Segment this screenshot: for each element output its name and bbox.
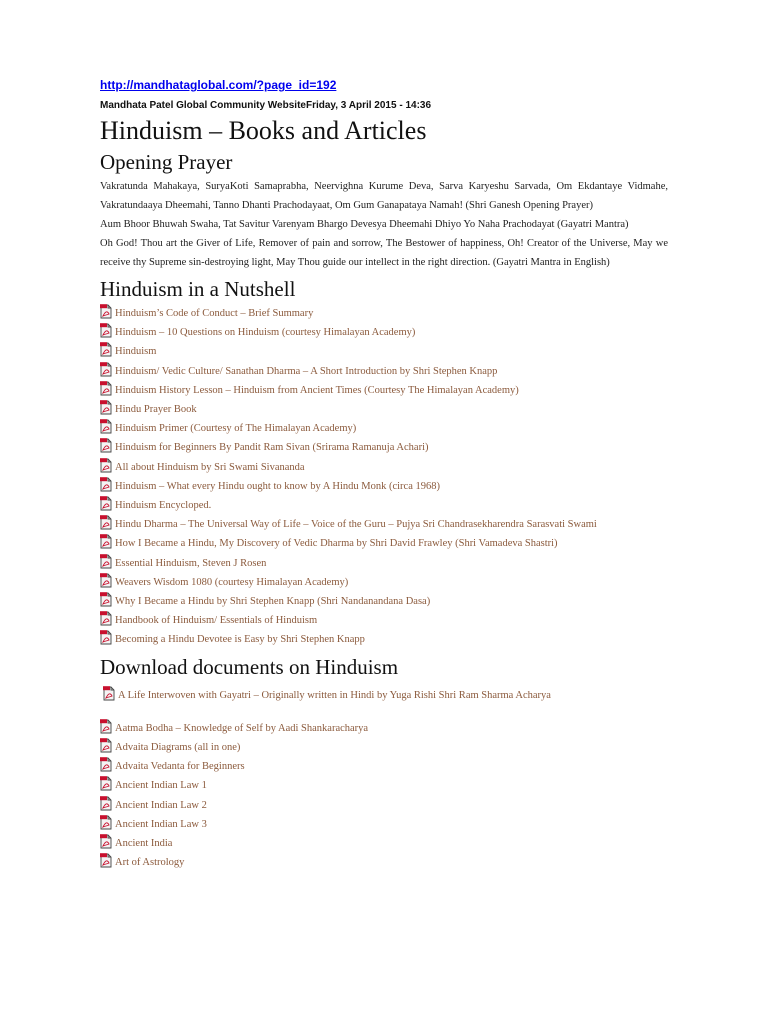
document-link-text[interactable]: Essential Hinduism, Steven J Rosen <box>115 557 267 569</box>
source-url-link[interactable]: http://mandhataglobal.com/?page_id=192 <box>100 78 337 92</box>
downloads-section <box>100 652 668 873</box>
pdf-document-icon[interactable] <box>100 323 113 338</box>
pdf-document-icon[interactable] <box>100 796 113 811</box>
document-link-text[interactable]: Hinduism Encycloped. <box>115 500 212 512</box>
document-link-item[interactable] <box>100 796 668 815</box>
nutshell-heading: Hinduism in a Nutshell <box>100 277 296 301</box>
downloads-link-list <box>100 686 668 873</box>
document-link-item[interactable] <box>100 776 668 795</box>
site-header-line: Mandhata Patel Global Community WebsiteFriday, 3 April 2015 - 14:36 <box>100 100 432 111</box>
document-link-item[interactable] <box>100 757 668 776</box>
pdf-document-icon[interactable] <box>100 381 113 396</box>
pdf-document-icon[interactable] <box>100 757 113 772</box>
pdf-document-icon[interactable] <box>100 515 113 530</box>
pdf-document-icon[interactable] <box>100 554 113 569</box>
nutshell-section <box>100 274 668 650</box>
document-link-item[interactable] <box>100 419 668 438</box>
document-link-text[interactable]: A Life Interwoven with Gayatri – Originally written in Hindi by Yuga Rishi Shri Ram Sharma Acharya <box>118 689 551 701</box>
pdf-document-icon[interactable] <box>100 534 113 549</box>
page-title: Hinduism – Books and Articles <box>100 116 427 145</box>
document-link-text[interactable]: Art of Astrology <box>115 857 185 869</box>
document-link-item[interactable] <box>100 515 668 534</box>
pdf-document-icon[interactable] <box>100 477 113 492</box>
document-link-item[interactable] <box>100 362 668 381</box>
pdf-document-icon[interactable] <box>100 342 113 357</box>
document-link-text[interactable]: All about Hinduism by Sri Swami Sivananda <box>115 461 305 473</box>
pdf-document-icon[interactable] <box>100 362 113 377</box>
document-link-text[interactable]: Hinduism – 10 Questions on Hinduism (courtesy Himalayan Academy) <box>115 327 416 339</box>
document-link-text[interactable]: Why I Became a Hindu by Shri Stephen Knapp (Shri Nandanandana Dasa) <box>115 596 431 608</box>
prayer-paragraph: Aum Bhoor Bhuwah Swaha, Tat Savitur Varenyam Bhargo Devesya Dheemahi Dhiyo Yo Naha Prachodayat (Gayatri Mantra) <box>100 219 629 230</box>
document-link-item[interactable] <box>100 458 668 477</box>
pdf-document-icon[interactable] <box>100 738 113 753</box>
document-link-text[interactable]: Handbook of Hinduism/ Essentials of Hinduism <box>115 615 318 627</box>
document-link-item[interactable] <box>100 738 668 757</box>
document-link-text[interactable]: Hinduism/ Vedic Culture/ Sanathan Dharma – A Short Introduction by Shri Stephen Knapp <box>115 365 498 377</box>
document-link-item[interactable] <box>100 342 668 361</box>
pdf-document-icon[interactable] <box>100 304 113 319</box>
document-link-text[interactable]: Advaita Vedanta for Beginners <box>115 761 245 773</box>
document-link-item[interactable] <box>100 438 668 457</box>
document-link-text[interactable]: Weavers Wisdom 1080 (courtesy Himalayan Academy) <box>115 576 349 588</box>
document-link-text[interactable]: Ancient India <box>115 838 173 850</box>
document-link-item[interactable] <box>100 573 668 592</box>
downloads-heading: Download documents on Hinduism <box>100 654 399 679</box>
document-link-text[interactable]: Aatma Bodha – Knowledge of Self by Aadi Shankaracharya <box>115 722 369 734</box>
pdf-document-icon[interactable] <box>103 686 116 701</box>
pdf-document-icon[interactable] <box>100 630 113 645</box>
document-link-item[interactable] <box>100 719 668 738</box>
document-link-text[interactable]: Advaita Diagrams (all in one) <box>115 742 241 754</box>
document-link-item[interactable] <box>100 554 668 573</box>
document-link-item[interactable] <box>100 611 668 630</box>
document-link-text[interactable]: Hindu Prayer Book <box>115 404 197 416</box>
document-link-item[interactable] <box>100 400 668 419</box>
nutshell-link-list <box>100 304 668 650</box>
document-link-item[interactable] <box>100 534 668 553</box>
document-link-text[interactable]: How I Became a Hindu, My Discovery of Vedic Dharma by Shri David Frawley (Shri Vamadeva Shastri) <box>115 538 558 550</box>
document-page <box>100 76 668 872</box>
pdf-document-icon[interactable] <box>100 458 113 473</box>
pdf-document-icon[interactable] <box>100 573 113 588</box>
document-link-text[interactable]: Hinduism <box>115 346 157 358</box>
document-link-text[interactable]: Hindu Dharma – The Universal Way of Life – Voice of the Guru – Pujya Sri Chandrasekharendra Sarasvati Swami <box>115 519 597 531</box>
pdf-document-icon[interactable] <box>100 719 113 734</box>
document-link-item[interactable] <box>100 304 668 323</box>
prayer-paragraph: Oh God! Thou art the Giver of Life, Remover of pain and sorrow, The Bestower of happiness, Oh! Creator of the Universe, May we receive thy Supreme sin-destroying light, May Thou guide our intellect in the right direction. (Gayatri Mantra in English) <box>100 238 668 268</box>
document-link-item[interactable] <box>100 592 668 611</box>
document-link-item[interactable] <box>100 323 668 342</box>
pdf-document-icon[interactable] <box>100 419 113 434</box>
document-link-text[interactable]: Hinduism – What every Hindu ought to know by A Hindu Monk (circa 1968) <box>115 480 440 492</box>
document-link-text[interactable]: Ancient Indian Law 1 <box>115 780 207 792</box>
document-link-text[interactable]: Ancient Indian Law 3 <box>115 818 207 830</box>
pdf-document-icon[interactable] <box>100 611 113 626</box>
document-link-item[interactable] <box>100 834 668 853</box>
pdf-document-icon[interactable] <box>100 400 113 415</box>
document-link-text[interactable]: Ancient Indian Law 2 <box>115 799 207 811</box>
document-link-item[interactable] <box>100 815 668 834</box>
pdf-document-icon[interactable] <box>100 834 113 849</box>
opening-prayer-section <box>100 147 668 272</box>
document-link-text[interactable]: Hinduism for Beginners By Pandit Ram Sivan (Srirama Ramanuja Achari) <box>115 442 429 454</box>
pdf-document-icon[interactable] <box>100 776 113 791</box>
document-link-item[interactable] <box>100 381 668 400</box>
prayer-paragraph: Vakratunda Mahakaya, SuryaKoti Samaprabha, Neervighna Kurume Deva, Sarva Karyeshu Sarvada, Om Ekdantaye Vidmahe, Vakratundaaya Dheemahi, Tanno Dhanti Prachodayaat, Om Gum Ganapataya Namah! (Shri Ganesh Opening Prayer) <box>100 181 668 211</box>
document-link-text[interactable]: Hinduism’s Code of Conduct – Brief Summary <box>115 308 314 319</box>
document-link-item[interactable] <box>100 477 668 496</box>
pdf-document-icon[interactable] <box>100 496 113 511</box>
document-link-text[interactable]: Hinduism History Lesson – Hinduism from Ancient Times (Courtesy The Himalayan Academy) <box>115 384 519 396</box>
document-link-item[interactable] <box>100 686 668 705</box>
document-link-item[interactable] <box>100 496 668 515</box>
opening-prayer-heading: Opening Prayer <box>100 150 233 174</box>
document-link-text[interactable]: Becoming a Hindu Devotee is Easy by Shri Stephen Knapp <box>115 634 365 646</box>
document-link-text[interactable]: Hinduism Primer (Courtesy of The Himalayan Academy) <box>115 423 357 435</box>
document-link-item[interactable] <box>100 853 668 872</box>
pdf-document-icon[interactable] <box>100 592 113 607</box>
document-link-item[interactable] <box>100 630 668 649</box>
pdf-document-icon[interactable] <box>100 438 113 453</box>
pdf-document-icon[interactable] <box>100 853 113 868</box>
prayer-text <box>100 177 668 272</box>
pdf-document-icon[interactable] <box>100 815 113 830</box>
